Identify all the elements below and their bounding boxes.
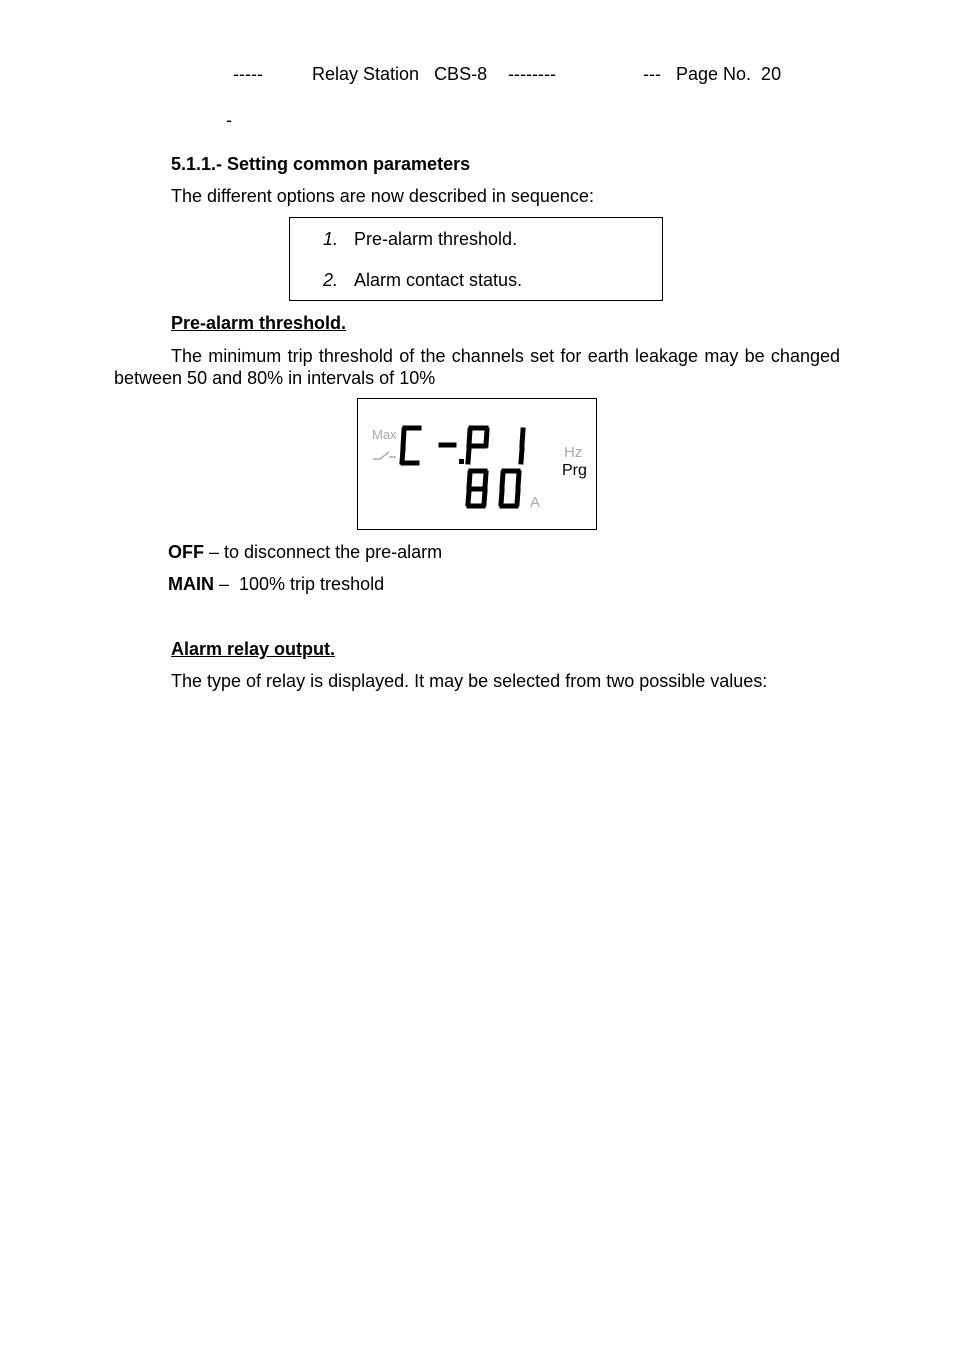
header-title: Relay Station CBS-8 — [312, 64, 488, 84]
off-option-line — [168, 542, 442, 563]
lcd-hz-label: Hz — [564, 444, 583, 461]
off-description: – to disconnect the pre-alarm — [204, 542, 443, 562]
header-dashes-right: --- — [643, 64, 661, 84]
option-number: 1. — [323, 229, 339, 249]
lcd-digit-8 — [468, 471, 486, 506]
lcd-digit-0 — [501, 471, 519, 506]
off-keyword: OFF — [168, 542, 204, 562]
section-intro: The different options are now described in sequence: — [171, 186, 594, 206]
section-heading: 5.1.1.- Setting common parameters — [171, 154, 471, 174]
lcd-max-label: Max — [372, 427, 397, 442]
options-box — [289, 217, 663, 301]
lcd-display — [357, 398, 597, 530]
lcd-unit-label: A — [530, 494, 541, 511]
lcd-char-c — [402, 428, 419, 463]
main-keyword: MAIN — [168, 574, 214, 594]
prealarm-paragraph: The minimum trip threshold of the channels set for earth leakage may be changed between 50 and 80% in intervals of 10% — [114, 346, 840, 388]
prealarm-heading: Pre-alarm threshold. — [171, 313, 347, 333]
lcd-prg-label: Prg — [562, 462, 587, 479]
relay-heading: Alarm relay output. — [171, 639, 336, 659]
main-option-line — [168, 574, 384, 595]
main-description: – 100% trip treshold — [214, 574, 385, 594]
lcd-decimal-point — [459, 459, 464, 464]
lcd-char-p — [468, 428, 487, 462]
header-dashes-middle: -------- — [508, 64, 556, 84]
stray-dash: - — [226, 110, 232, 130]
lcd-graphic — [358, 399, 598, 531]
relay-contact-icon — [373, 452, 396, 459]
option-label: Pre-alarm threshold. — [354, 229, 518, 249]
relay-paragraph: The type of relay is displayed. It may be selected from two possible values: — [171, 671, 768, 691]
page-number: Page No. 20 — [676, 64, 782, 84]
header-dashes-left: ----- — [233, 64, 263, 84]
option-label: Alarm contact status. — [354, 270, 523, 290]
option-number: 2. — [323, 270, 339, 290]
lcd-char-1 — [521, 430, 523, 462]
